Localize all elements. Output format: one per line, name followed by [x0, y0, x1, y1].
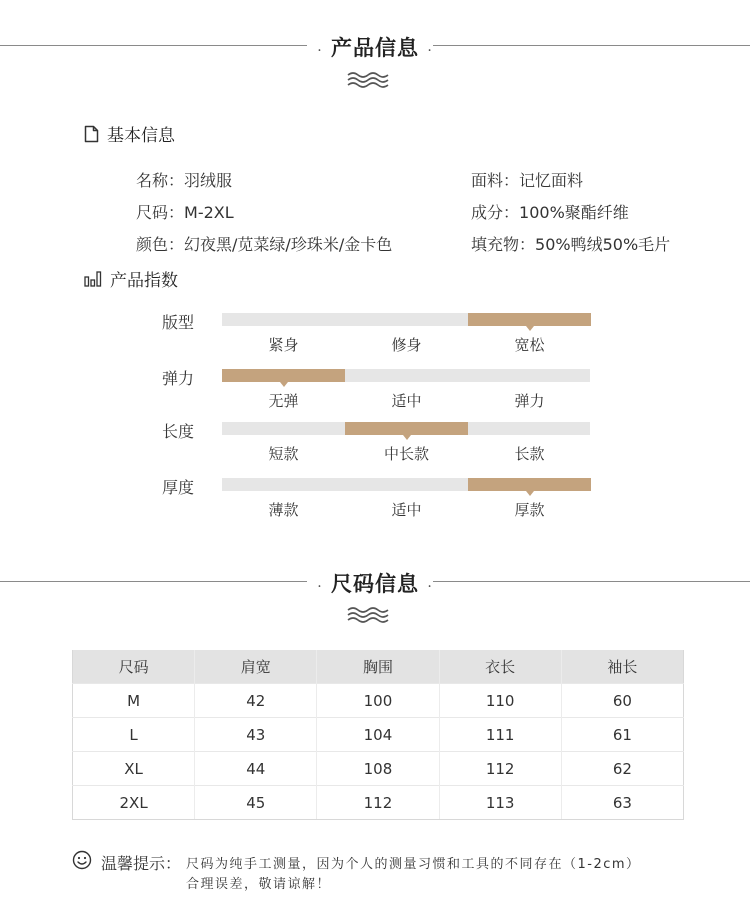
wave-icon: [346, 606, 392, 624]
index-option: 薄款: [268, 501, 299, 519]
table-cell: 108: [317, 752, 439, 786]
size-rule-left: [0, 581, 307, 582]
header-sleeve: 袖长: [561, 650, 683, 684]
index-track: [222, 313, 590, 326]
table-cell: 42: [195, 684, 317, 718]
table-cell: 111: [439, 718, 561, 752]
index-option: 长款: [514, 445, 545, 463]
index-selected-marker: [345, 422, 468, 435]
document-icon: [84, 125, 99, 143]
table-cell: XL: [73, 752, 195, 786]
table-cell: 45: [195, 786, 317, 820]
table-cell: 104: [317, 718, 439, 752]
table-cell: 112: [439, 752, 561, 786]
tip-line-1: 尺码为纯手工测量，因为个人的测量习惯和工具的不同存在（1-2cm）: [186, 857, 641, 872]
header-length: 衣长: [439, 650, 561, 684]
product-info-title: · 产品信息 ·: [317, 35, 433, 60]
bar-chart-icon: [84, 271, 102, 287]
info-size: 尺码：M-2XL: [136, 203, 234, 222]
table-row: [73, 786, 684, 820]
marker-pointer-icon: [280, 382, 288, 387]
marker-pointer-icon: [526, 326, 534, 331]
marker-pointer-icon: [403, 435, 411, 440]
index-option: 中长款: [383, 445, 429, 463]
index-option: 紧身: [268, 336, 299, 354]
size-table: [72, 650, 684, 820]
table-row: [73, 718, 684, 752]
table-cell: M: [73, 684, 195, 718]
tip-label: 温馨提示：: [101, 854, 182, 873]
header-rule-left: [0, 45, 307, 46]
info-name: 名称：羽绒服: [136, 171, 233, 190]
table-row: [73, 684, 684, 718]
header-rule-right: [433, 45, 750, 46]
index-option: 厚款: [514, 501, 545, 519]
table-cell: 61: [561, 718, 683, 752]
header-size: 尺码: [73, 650, 195, 684]
index-label: 厚度: [162, 478, 195, 497]
table-cell: 110: [439, 684, 561, 718]
index-label: 版型: [162, 313, 195, 332]
basic-info-heading: 基本信息: [84, 121, 175, 146]
index-option: 宽松: [514, 336, 545, 354]
table-cell: 63: [561, 786, 683, 820]
header-shoulder: 肩宽: [195, 650, 317, 684]
table-cell: 113: [439, 786, 561, 820]
table-header-row: [73, 650, 684, 684]
info-color: 颜色：幻夜黑/苋菜绿/珍珠米/金卡色: [136, 235, 393, 254]
index-option: 弹力: [514, 392, 545, 410]
index-option: 适中: [391, 392, 422, 410]
tip-line-2: 合理误差，敬请谅解！: [186, 877, 332, 892]
smiley-icon: [72, 850, 92, 870]
index-option: 适中: [391, 501, 422, 519]
table-cell: L: [73, 718, 195, 752]
index-option: 修身: [391, 336, 422, 354]
product-info-title-text: 产品信息: [331, 35, 419, 60]
size-info-title: · 尺码信息 ·: [317, 571, 433, 596]
info-fabric: 面料：记忆面料: [471, 171, 584, 190]
table-cell: 100: [317, 684, 439, 718]
marker-pointer-icon: [526, 491, 534, 496]
table-cell: 60: [561, 684, 683, 718]
index-track: [222, 478, 590, 491]
index-track: [222, 422, 590, 435]
index-label: 弹力: [162, 369, 195, 388]
table-cell: 2XL: [73, 786, 195, 820]
product-index-heading: 产品指数: [84, 266, 178, 291]
table-cell: 43: [195, 718, 317, 752]
index-selected-marker: [468, 478, 591, 491]
info-filling: 填充物：50%鸭绒50%毛片: [471, 235, 671, 254]
table-cell: 112: [317, 786, 439, 820]
index-label: 长度: [162, 422, 195, 441]
index-option: 无弹: [268, 392, 299, 410]
table-cell: 62: [561, 752, 683, 786]
index-selected-marker: [468, 313, 591, 326]
table-row: [73, 752, 684, 786]
size-rule-right: [433, 581, 750, 582]
wave-icon: [346, 71, 392, 89]
size-info-title-text: 尺码信息: [331, 571, 419, 596]
header-chest: 胸围: [317, 650, 439, 684]
index-track: [222, 369, 590, 382]
table-cell: 44: [195, 752, 317, 786]
index-selected-marker: [222, 369, 345, 382]
index-option: 短款: [268, 445, 299, 463]
info-composition: 成分：100%聚酯纤维: [471, 203, 629, 222]
